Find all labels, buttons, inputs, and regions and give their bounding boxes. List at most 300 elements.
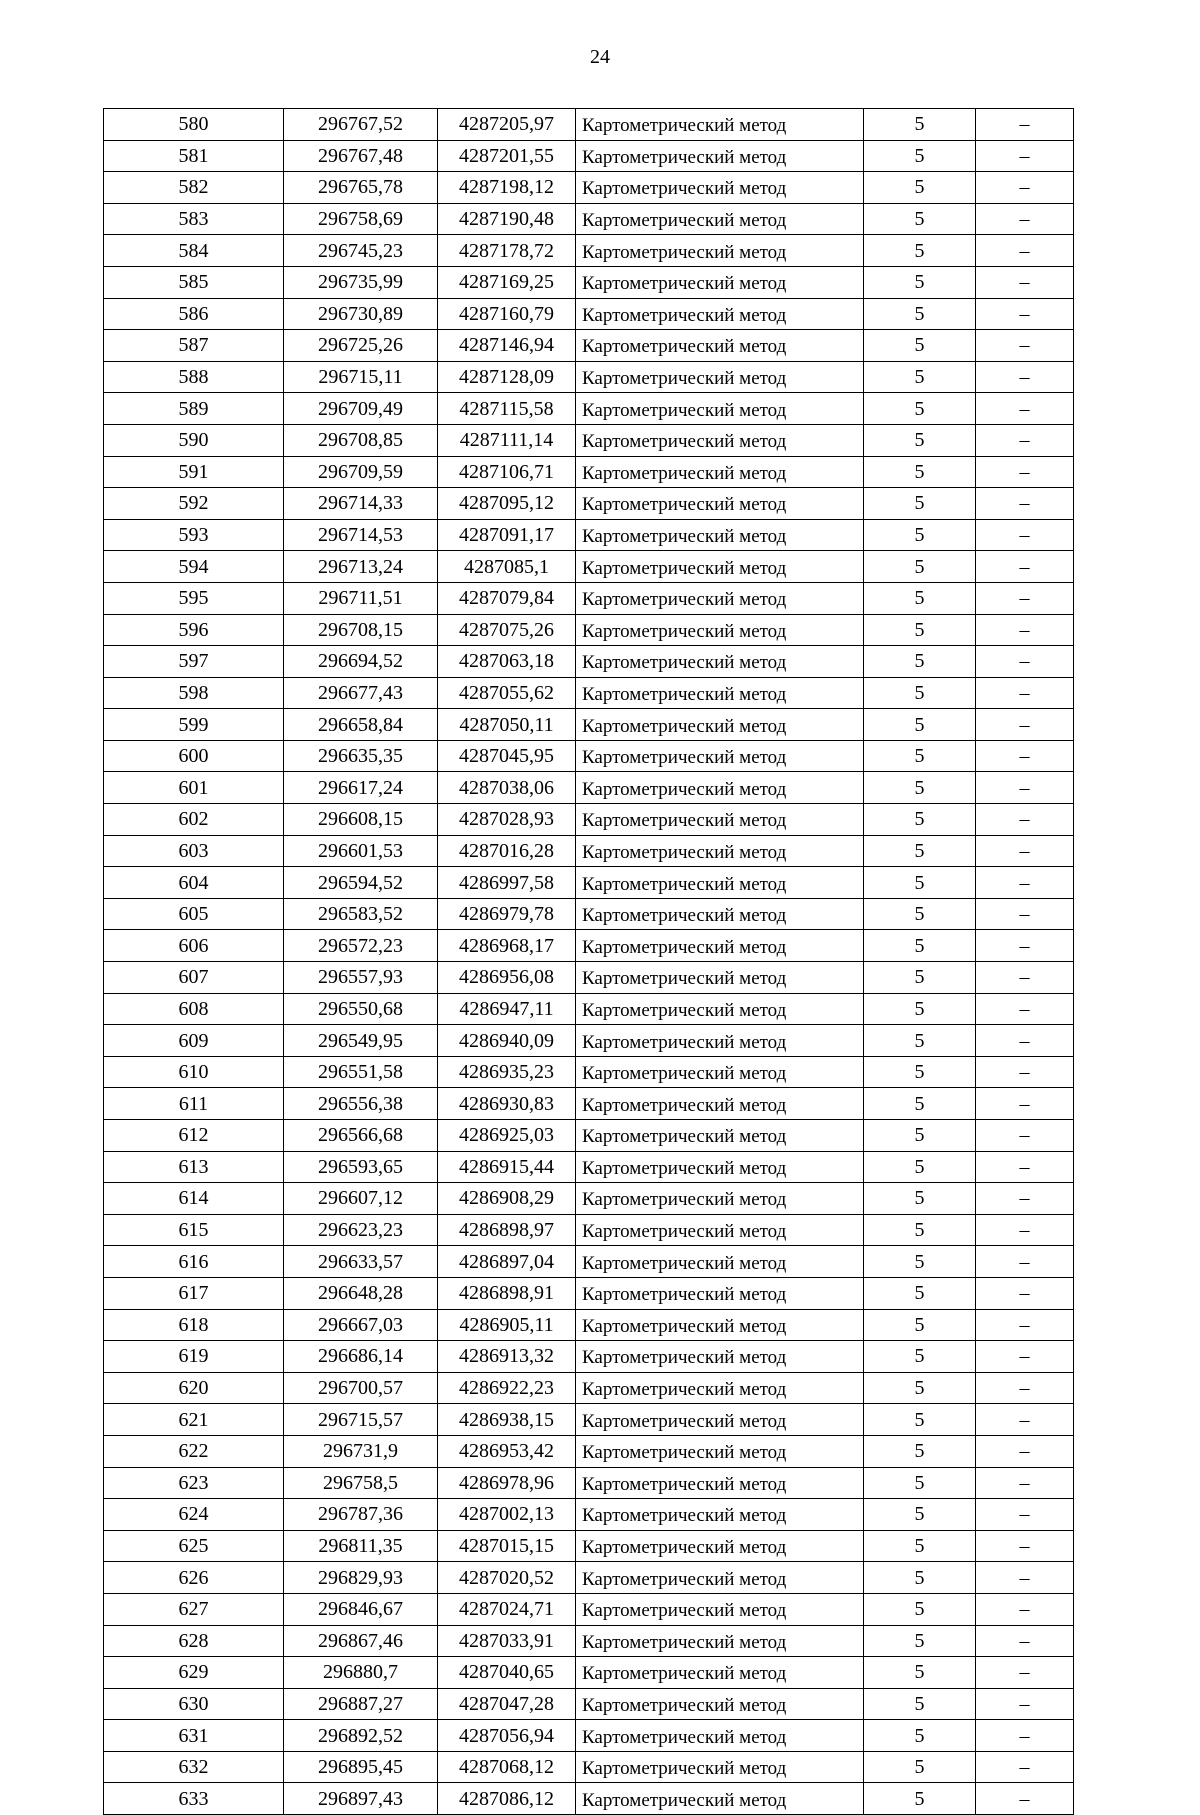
x-coordinate-cell: 296867,46	[284, 1625, 438, 1657]
accuracy-cell: 5	[864, 1183, 976, 1215]
y-coordinate-cell: 4286898,97	[438, 1214, 576, 1246]
description-cell: –	[976, 1183, 1074, 1215]
description-cell: –	[976, 930, 1074, 962]
method-cell: Картометрический метод	[576, 1688, 864, 1720]
x-coordinate-cell: 296549,95	[284, 1025, 438, 1057]
x-coordinate-cell: 296686,14	[284, 1341, 438, 1373]
method-cell: Картометрический метод	[576, 1530, 864, 1562]
x-coordinate-cell: 296895,45	[284, 1751, 438, 1783]
description-cell: –	[976, 1625, 1074, 1657]
method-cell: Картометрический метод	[576, 235, 864, 267]
accuracy-cell: 5	[864, 235, 976, 267]
method-cell: Картометрический метод	[576, 203, 864, 235]
x-coordinate-cell: 296846,67	[284, 1593, 438, 1625]
table-row	[104, 1183, 1074, 1215]
method-cell: Картометрический метод	[576, 519, 864, 551]
y-coordinate-cell: 4287128,09	[438, 361, 576, 393]
point-number-cell: 600	[104, 740, 284, 772]
y-coordinate-cell: 4287085,1	[438, 551, 576, 583]
y-coordinate-cell: 4286922,23	[438, 1372, 576, 1404]
table-row	[104, 1720, 1074, 1752]
x-coordinate-cell: 296583,52	[284, 898, 438, 930]
description-cell: –	[976, 772, 1074, 804]
y-coordinate-cell: 4287063,18	[438, 646, 576, 678]
y-coordinate-cell: 4287040,65	[438, 1657, 576, 1689]
point-number-cell: 604	[104, 867, 284, 899]
point-number-cell: 596	[104, 614, 284, 646]
page-number: 24	[590, 46, 610, 68]
description-cell: –	[976, 1277, 1074, 1309]
x-coordinate-cell: 296767,48	[284, 140, 438, 172]
table-row	[104, 1530, 1074, 1562]
y-coordinate-cell: 4287047,28	[438, 1688, 576, 1720]
y-coordinate-cell: 4287020,52	[438, 1562, 576, 1594]
description-cell: –	[976, 614, 1074, 646]
method-cell: Картометрический метод	[576, 1435, 864, 1467]
table-row	[104, 582, 1074, 614]
accuracy-cell: 5	[864, 1025, 976, 1057]
y-coordinate-cell: 4286938,15	[438, 1404, 576, 1436]
description-cell: –	[976, 804, 1074, 836]
table-row	[104, 424, 1074, 456]
table-row	[104, 1056, 1074, 1088]
description-cell: –	[976, 361, 1074, 393]
y-coordinate-cell: 4286898,91	[438, 1277, 576, 1309]
accuracy-cell: 5	[864, 582, 976, 614]
accuracy-cell: 5	[864, 709, 976, 741]
accuracy-cell: 5	[864, 109, 976, 141]
x-coordinate-cell: 296566,68	[284, 1120, 438, 1152]
table-row	[104, 1657, 1074, 1689]
method-cell: Картометрический метод	[576, 298, 864, 330]
method-cell: Картометрический метод	[576, 1151, 864, 1183]
table-row	[104, 677, 1074, 709]
y-coordinate-cell: 4287201,55	[438, 140, 576, 172]
accuracy-cell: 5	[864, 266, 976, 298]
point-number-cell: 605	[104, 898, 284, 930]
y-coordinate-cell: 4286905,11	[438, 1309, 576, 1341]
table-row	[104, 1625, 1074, 1657]
description-cell: –	[976, 1309, 1074, 1341]
y-coordinate-cell: 4286947,11	[438, 993, 576, 1025]
y-coordinate-cell: 4286979,78	[438, 898, 576, 930]
accuracy-cell: 5	[864, 1246, 976, 1278]
table-row	[104, 898, 1074, 930]
description-cell: –	[976, 424, 1074, 456]
table-row	[104, 1341, 1074, 1373]
table-row	[104, 614, 1074, 646]
table-row	[104, 646, 1074, 678]
method-cell: Картометрический метод	[576, 1277, 864, 1309]
table-row	[104, 993, 1074, 1025]
description-cell: –	[976, 835, 1074, 867]
table-row	[104, 804, 1074, 836]
method-cell: Картометрический метод	[576, 740, 864, 772]
x-coordinate-cell: 296811,35	[284, 1530, 438, 1562]
accuracy-cell: 5	[864, 930, 976, 962]
y-coordinate-cell: 4287079,84	[438, 582, 576, 614]
y-coordinate-cell: 4286968,17	[438, 930, 576, 962]
description-cell: –	[976, 1593, 1074, 1625]
point-number-cell: 603	[104, 835, 284, 867]
accuracy-cell: 5	[864, 1404, 976, 1436]
method-cell: Картометрический метод	[576, 1120, 864, 1152]
y-coordinate-cell: 4287115,58	[438, 393, 576, 425]
table-row	[104, 298, 1074, 330]
table-row	[104, 1404, 1074, 1436]
method-cell: Картометрический метод	[576, 867, 864, 899]
method-cell: Картометрический метод	[576, 1246, 864, 1278]
description-cell: –	[976, 582, 1074, 614]
x-coordinate-cell: 296731,9	[284, 1435, 438, 1467]
table-row	[104, 1151, 1074, 1183]
x-coordinate-cell: 296601,53	[284, 835, 438, 867]
method-cell: Картометрический метод	[576, 1404, 864, 1436]
method-cell: Картометрический метод	[576, 677, 864, 709]
method-cell: Картометрический метод	[576, 551, 864, 583]
description-cell: –	[976, 266, 1074, 298]
description-cell: –	[976, 1562, 1074, 1594]
point-number-cell: 612	[104, 1120, 284, 1152]
method-cell: Картометрический метод	[576, 1562, 864, 1594]
description-cell: –	[976, 1025, 1074, 1057]
accuracy-cell: 5	[864, 1277, 976, 1309]
table-row	[104, 1246, 1074, 1278]
point-number-cell: 594	[104, 551, 284, 583]
description-cell: –	[976, 1467, 1074, 1499]
method-cell: Картометрический метод	[576, 1309, 864, 1341]
x-coordinate-cell: 296658,84	[284, 709, 438, 741]
y-coordinate-cell: 4286930,83	[438, 1088, 576, 1120]
y-coordinate-cell: 4287024,71	[438, 1593, 576, 1625]
point-number-cell: 616	[104, 1246, 284, 1278]
x-coordinate-cell: 296745,23	[284, 235, 438, 267]
y-coordinate-cell: 4287045,95	[438, 740, 576, 772]
accuracy-cell: 5	[864, 1783, 976, 1815]
x-coordinate-cell: 296572,23	[284, 930, 438, 962]
table-row	[104, 1562, 1074, 1594]
accuracy-cell: 5	[864, 1056, 976, 1088]
point-number-cell: 615	[104, 1214, 284, 1246]
x-coordinate-cell: 296608,15	[284, 804, 438, 836]
point-number-cell: 588	[104, 361, 284, 393]
method-cell: Картометрический метод	[576, 1025, 864, 1057]
accuracy-cell: 5	[864, 1593, 976, 1625]
method-cell: Картометрический метод	[576, 1499, 864, 1531]
description-cell: –	[976, 140, 1074, 172]
table-row	[104, 361, 1074, 393]
accuracy-cell: 5	[864, 519, 976, 551]
description-cell: –	[976, 330, 1074, 362]
table-row	[104, 1214, 1074, 1246]
table-row	[104, 772, 1074, 804]
accuracy-cell: 5	[864, 1151, 976, 1183]
description-cell: –	[976, 1688, 1074, 1720]
table-row	[104, 1783, 1074, 1815]
table-row	[104, 835, 1074, 867]
y-coordinate-cell: 4287068,12	[438, 1751, 576, 1783]
point-number-cell: 631	[104, 1720, 284, 1752]
x-coordinate-cell: 296767,52	[284, 109, 438, 141]
point-number-cell: 593	[104, 519, 284, 551]
method-cell: Картометрический метод	[576, 835, 864, 867]
table-row	[104, 519, 1074, 551]
table-row	[104, 1309, 1074, 1341]
point-number-cell: 620	[104, 1372, 284, 1404]
accuracy-cell: 5	[864, 361, 976, 393]
y-coordinate-cell: 4287160,79	[438, 298, 576, 330]
point-number-cell: 586	[104, 298, 284, 330]
point-number-cell: 629	[104, 1657, 284, 1689]
point-number-cell: 630	[104, 1688, 284, 1720]
accuracy-cell: 5	[864, 1372, 976, 1404]
y-coordinate-cell: 4287038,06	[438, 772, 576, 804]
description-cell: –	[976, 898, 1074, 930]
y-coordinate-cell: 4286908,29	[438, 1183, 576, 1215]
point-number-cell: 632	[104, 1751, 284, 1783]
y-coordinate-cell: 4286953,42	[438, 1435, 576, 1467]
x-coordinate-cell: 296551,58	[284, 1056, 438, 1088]
accuracy-cell: 5	[864, 1467, 976, 1499]
table-row	[104, 488, 1074, 520]
table-row	[104, 1025, 1074, 1057]
method-cell: Картометрический метод	[576, 709, 864, 741]
accuracy-cell: 5	[864, 1688, 976, 1720]
y-coordinate-cell: 4287056,94	[438, 1720, 576, 1752]
description-cell: –	[976, 456, 1074, 488]
point-number-cell: 625	[104, 1530, 284, 1562]
accuracy-cell: 5	[864, 1720, 976, 1752]
point-number-cell: 606	[104, 930, 284, 962]
y-coordinate-cell: 4287050,11	[438, 709, 576, 741]
accuracy-cell: 5	[864, 772, 976, 804]
accuracy-cell: 5	[864, 140, 976, 172]
accuracy-cell: 5	[864, 456, 976, 488]
accuracy-cell: 5	[864, 646, 976, 678]
y-coordinate-cell: 4287190,48	[438, 203, 576, 235]
table-row	[104, 930, 1074, 962]
table-row	[104, 1467, 1074, 1499]
method-cell: Картометрический метод	[576, 361, 864, 393]
y-coordinate-cell: 4286940,09	[438, 1025, 576, 1057]
description-cell: –	[976, 1341, 1074, 1373]
method-cell: Картометрический метод	[576, 1183, 864, 1215]
point-number-cell: 617	[104, 1277, 284, 1309]
description-cell: –	[976, 1720, 1074, 1752]
description-cell: –	[976, 1120, 1074, 1152]
method-cell: Картометрический метод	[576, 1657, 864, 1689]
x-coordinate-cell: 296708,85	[284, 424, 438, 456]
y-coordinate-cell: 4287205,97	[438, 109, 576, 141]
description-cell: –	[976, 1372, 1074, 1404]
x-coordinate-cell: 296709,49	[284, 393, 438, 425]
method-cell: Картометрический метод	[576, 140, 864, 172]
description-cell: –	[976, 1056, 1074, 1088]
accuracy-cell: 5	[864, 393, 976, 425]
method-cell: Картометрический метод	[576, 646, 864, 678]
accuracy-cell: 5	[864, 1120, 976, 1152]
description-cell: –	[976, 709, 1074, 741]
accuracy-cell: 5	[864, 1562, 976, 1594]
method-cell: Картометрический метод	[576, 1593, 864, 1625]
x-coordinate-cell: 296787,36	[284, 1499, 438, 1531]
y-coordinate-cell: 4286997,58	[438, 867, 576, 899]
x-coordinate-cell: 296617,24	[284, 772, 438, 804]
method-cell: Картометрический метод	[576, 456, 864, 488]
x-coordinate-cell: 296880,7	[284, 1657, 438, 1689]
x-coordinate-cell: 296708,15	[284, 614, 438, 646]
table-row	[104, 1499, 1074, 1531]
point-number-cell: 599	[104, 709, 284, 741]
y-coordinate-cell: 4286897,04	[438, 1246, 576, 1278]
description-cell: –	[976, 962, 1074, 994]
point-number-cell: 581	[104, 140, 284, 172]
accuracy-cell: 5	[864, 898, 976, 930]
x-coordinate-cell: 296635,35	[284, 740, 438, 772]
x-coordinate-cell: 296892,52	[284, 1720, 438, 1752]
point-number-cell: 584	[104, 235, 284, 267]
x-coordinate-cell: 296667,03	[284, 1309, 438, 1341]
description-cell: –	[976, 1404, 1074, 1436]
accuracy-cell: 5	[864, 1088, 976, 1120]
table-row	[104, 330, 1074, 362]
point-number-cell: 624	[104, 1499, 284, 1531]
x-coordinate-cell: 296607,12	[284, 1183, 438, 1215]
method-cell: Картометрический метод	[576, 330, 864, 362]
method-cell: Картометрический метод	[576, 1720, 864, 1752]
accuracy-cell: 5	[864, 551, 976, 583]
description-cell: –	[976, 1783, 1074, 1815]
point-number-cell: 633	[104, 1783, 284, 1815]
description-cell: –	[976, 993, 1074, 1025]
table-row	[104, 551, 1074, 583]
description-cell: –	[976, 740, 1074, 772]
x-coordinate-cell: 296709,59	[284, 456, 438, 488]
description-cell: –	[976, 519, 1074, 551]
accuracy-cell: 5	[864, 804, 976, 836]
point-number-cell: 591	[104, 456, 284, 488]
accuracy-cell: 5	[864, 1435, 976, 1467]
y-coordinate-cell: 4286925,03	[438, 1120, 576, 1152]
accuracy-cell: 5	[864, 677, 976, 709]
description-cell: –	[976, 551, 1074, 583]
table-row	[104, 266, 1074, 298]
description-cell: –	[976, 1657, 1074, 1689]
x-coordinate-cell: 296556,38	[284, 1088, 438, 1120]
y-coordinate-cell: 4287028,93	[438, 804, 576, 836]
y-coordinate-cell: 4287091,17	[438, 519, 576, 551]
x-coordinate-cell: 296714,53	[284, 519, 438, 551]
point-number-cell: 592	[104, 488, 284, 520]
point-number-cell: 611	[104, 1088, 284, 1120]
point-number-cell: 626	[104, 1562, 284, 1594]
y-coordinate-cell: 4286956,08	[438, 962, 576, 994]
y-coordinate-cell: 4287002,13	[438, 1499, 576, 1531]
point-number-cell: 595	[104, 582, 284, 614]
method-cell: Картометрический метод	[576, 266, 864, 298]
point-number-cell: 589	[104, 393, 284, 425]
accuracy-cell: 5	[864, 1751, 976, 1783]
y-coordinate-cell: 4286915,44	[438, 1151, 576, 1183]
method-cell: Картометрический метод	[576, 1372, 864, 1404]
x-coordinate-cell: 296594,52	[284, 867, 438, 899]
accuracy-cell: 5	[864, 1657, 976, 1689]
method-cell: Картометрический метод	[576, 1214, 864, 1246]
accuracy-cell: 5	[864, 740, 976, 772]
y-coordinate-cell: 4287111,14	[438, 424, 576, 456]
y-coordinate-cell: 4286978,96	[438, 1467, 576, 1499]
y-coordinate-cell: 4287106,71	[438, 456, 576, 488]
accuracy-cell: 5	[864, 1499, 976, 1531]
method-cell: Картометрический метод	[576, 1467, 864, 1499]
x-coordinate-cell: 296758,69	[284, 203, 438, 235]
description-cell: –	[976, 1530, 1074, 1562]
description-cell: –	[976, 1435, 1074, 1467]
point-number-cell: 598	[104, 677, 284, 709]
x-coordinate-cell: 296694,52	[284, 646, 438, 678]
point-number-cell: 623	[104, 1467, 284, 1499]
accuracy-cell: 5	[864, 614, 976, 646]
method-cell: Картометрический метод	[576, 1751, 864, 1783]
table-row	[104, 1751, 1074, 1783]
y-coordinate-cell: 4287169,25	[438, 266, 576, 298]
y-coordinate-cell: 4287086,12	[438, 1783, 576, 1815]
x-coordinate-cell: 296713,24	[284, 551, 438, 583]
point-number-cell: 602	[104, 804, 284, 836]
point-number-cell: 608	[104, 993, 284, 1025]
accuracy-cell: 5	[864, 1214, 976, 1246]
table-row	[104, 1688, 1074, 1720]
point-number-cell: 613	[104, 1151, 284, 1183]
point-number-cell: 607	[104, 962, 284, 994]
x-coordinate-cell: 296711,51	[284, 582, 438, 614]
method-cell: Картометрический метод	[576, 109, 864, 141]
description-cell: –	[976, 488, 1074, 520]
point-number-cell: 601	[104, 772, 284, 804]
point-number-cell: 585	[104, 266, 284, 298]
x-coordinate-cell: 296715,11	[284, 361, 438, 393]
x-coordinate-cell: 296758,5	[284, 1467, 438, 1499]
table-row	[104, 740, 1074, 772]
table-row	[104, 1593, 1074, 1625]
table-row	[104, 1120, 1074, 1152]
accuracy-cell: 5	[864, 835, 976, 867]
accuracy-cell: 5	[864, 298, 976, 330]
description-cell: –	[976, 646, 1074, 678]
description-cell: –	[976, 235, 1074, 267]
table-row	[104, 109, 1074, 141]
x-coordinate-cell: 296677,43	[284, 677, 438, 709]
method-cell: Картометрический метод	[576, 614, 864, 646]
accuracy-cell: 5	[864, 172, 976, 204]
description-cell: –	[976, 1088, 1074, 1120]
point-number-cell: 583	[104, 203, 284, 235]
method-cell: Картометрический метод	[576, 1783, 864, 1815]
y-coordinate-cell: 4287033,91	[438, 1625, 576, 1657]
description-cell: –	[976, 109, 1074, 141]
y-coordinate-cell: 4287075,26	[438, 614, 576, 646]
table-row	[104, 235, 1074, 267]
point-number-cell: 582	[104, 172, 284, 204]
y-coordinate-cell: 4286913,32	[438, 1341, 576, 1373]
description-cell: –	[976, 1151, 1074, 1183]
point-number-cell: 610	[104, 1056, 284, 1088]
accuracy-cell: 5	[864, 488, 976, 520]
method-cell: Картометрический метод	[576, 930, 864, 962]
description-cell: –	[976, 1246, 1074, 1278]
accuracy-cell: 5	[864, 1341, 976, 1373]
y-coordinate-cell: 4286935,23	[438, 1056, 576, 1088]
